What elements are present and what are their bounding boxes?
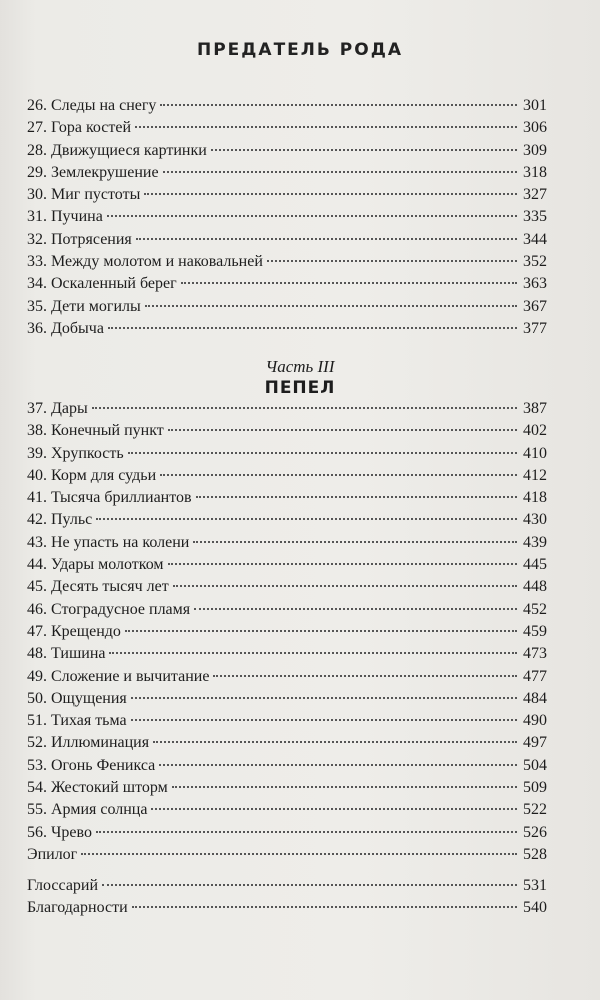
- toc-dot-leader: [92, 407, 517, 409]
- toc-entry-page-number: 477: [523, 667, 547, 685]
- toc-entry: [27, 95, 547, 117]
- toc-dot-leader: [125, 630, 517, 632]
- toc-dot-leader: [144, 193, 517, 195]
- toc-section-back-matter: [27, 875, 547, 920]
- toc-dot-leader: [128, 452, 517, 454]
- toc-dot-leader: [107, 215, 517, 217]
- toc-entry-page-number: 540: [523, 899, 547, 917]
- toc-entry: [27, 643, 547, 665]
- toc-dot-leader: [102, 884, 517, 886]
- toc-entry: [27, 666, 547, 688]
- toc-entry-title: 45. Десять тысяч лет: [27, 578, 169, 596]
- toc-entry-title: 44. Удары молотком: [27, 556, 164, 574]
- toc-entry-title: 56. Чрево: [27, 823, 92, 841]
- toc-entry: [27, 206, 547, 228]
- toc-entry-page-number: 439: [523, 533, 547, 551]
- toc-entry: [27, 465, 547, 487]
- toc-entry: [27, 688, 547, 710]
- toc-dot-leader: [168, 563, 517, 565]
- toc-entry: [27, 318, 547, 340]
- toc-dot-leader: [160, 474, 517, 476]
- toc-dot-leader: [131, 719, 517, 721]
- toc-entry-title: 52. Иллюминация: [27, 734, 150, 752]
- toc-dot-leader: [153, 741, 517, 743]
- running-title: ПРЕДАТЕЛЬ РОДА: [196, 40, 403, 60]
- toc-entry-title: 47. Крещендо: [27, 622, 121, 640]
- toc-entry-page-number: 410: [523, 444, 547, 462]
- toc-dot-leader: [159, 764, 517, 766]
- toc-entry-title: 39. Хрупкость: [27, 444, 124, 462]
- toc-entry: [27, 755, 547, 777]
- toc-entry: [27, 777, 547, 799]
- toc-dot-leader: [136, 238, 517, 240]
- toc-entry-title: 50. Ощущения: [27, 689, 127, 707]
- toc-dot-leader: [132, 906, 517, 908]
- toc-dot-leader: [131, 697, 517, 699]
- toc-dot-leader: [96, 831, 517, 833]
- toc-entry-page-number: 377: [523, 319, 547, 337]
- toc-entry: [27, 897, 547, 919]
- toc-entry-page-number: 367: [523, 297, 547, 315]
- toc-entry-page-number: 448: [523, 578, 547, 596]
- toc-dot-leader: [135, 126, 517, 128]
- toc-entry-title: 51. Тихая тьма: [27, 712, 127, 730]
- toc-entry-page-number: 327: [523, 186, 547, 204]
- toc-entry-title: Благодарности: [27, 899, 128, 917]
- toc-entry: [27, 117, 547, 139]
- toc-dot-leader: [173, 585, 517, 587]
- toc-entry: [27, 509, 547, 531]
- toc-entry: [27, 822, 547, 844]
- toc-dot-leader: [108, 327, 517, 329]
- toc-entry-page-number: 497: [523, 734, 547, 752]
- toc-dot-leader: [145, 305, 517, 307]
- toc-entry-title: 31. Пучина: [27, 208, 103, 226]
- toc-entry-page-number: 412: [523, 466, 547, 484]
- toc-entry-page-number: 430: [523, 511, 547, 529]
- toc-entry-title: 33. Между молотом и наковальней: [27, 253, 263, 271]
- toc-section-part3: [27, 398, 547, 866]
- toc-dot-leader: [267, 260, 517, 262]
- toc-entry: [27, 844, 547, 866]
- toc-entry-page-number: 445: [523, 556, 547, 574]
- toc-entry-page-number: 484: [523, 689, 547, 707]
- toc-dot-leader: [168, 429, 517, 431]
- toc-dot-leader: [151, 808, 517, 810]
- toc-dot-leader: [196, 496, 517, 498]
- toc-entry-page-number: 509: [523, 779, 547, 797]
- toc-entry: [27, 140, 547, 162]
- part-header: [0, 357, 600, 399]
- toc-entry-title: 55. Армия солнца: [27, 801, 148, 819]
- toc-entry: [27, 875, 547, 897]
- toc-entry-page-number: 504: [523, 756, 547, 774]
- toc-entry-title: 34. Оскаленный берег: [27, 275, 177, 293]
- toc-entry-title: 27. Гора костей: [27, 119, 132, 137]
- toc-entry-page-number: 528: [523, 845, 547, 863]
- toc-dot-leader: [109, 652, 517, 654]
- toc-dot-leader: [172, 786, 517, 788]
- toc-entry-title: 37. Дары: [27, 400, 88, 417]
- toc-section-part2: [27, 95, 547, 340]
- toc-dot-leader: [213, 675, 517, 677]
- toc-entry-title: 26. Следы на снегу: [27, 97, 157, 114]
- toc-entry: [27, 184, 547, 206]
- toc-entry-page-number: 452: [523, 600, 547, 618]
- toc-entry-page-number: 306: [523, 119, 547, 137]
- toc-entry-page-number: 418: [523, 489, 547, 507]
- toc-entry: [27, 273, 547, 295]
- toc-entry: [27, 296, 547, 318]
- toc-entry-title: 48. Тишина: [27, 645, 106, 663]
- toc-entry: [27, 420, 547, 442]
- toc-entry: [27, 621, 547, 643]
- toc-entry-page-number: 459: [523, 622, 547, 640]
- toc-dot-leader: [181, 282, 517, 284]
- toc-entry-title: 53. Огонь Феникса: [27, 756, 156, 774]
- toc-entry-page-number: 402: [523, 422, 547, 440]
- toc-entry-page-number: 335: [523, 208, 547, 226]
- toc-entry-title: 30. Миг пустоты: [27, 186, 141, 204]
- toc-entry-title: 49. Сложение и вычитание: [27, 667, 210, 685]
- toc-entry-title: 35. Дети могилы: [27, 297, 141, 315]
- toc-entry-title: 54. Жестокий шторм: [27, 779, 168, 797]
- toc-entry-page-number: 301: [523, 97, 547, 114]
- toc-entry-title: 46. Стоградусное пламя: [27, 600, 191, 618]
- toc-entry-page-number: 344: [523, 230, 547, 248]
- toc-entry: [27, 599, 547, 621]
- toc-entry-page-number: 531: [523, 877, 547, 894]
- toc-entry-title: 38. Конечный пункт: [27, 422, 164, 440]
- toc-entry: [27, 710, 547, 732]
- toc-entry: [27, 487, 547, 509]
- toc-entry-page-number: 522: [523, 801, 547, 819]
- toc-entry-page-number: 309: [523, 141, 547, 159]
- toc-dot-leader: [160, 104, 517, 106]
- toc-entry: [27, 251, 547, 273]
- toc-entry-page-number: 352: [523, 253, 547, 271]
- toc-entry-page-number: 363: [523, 275, 547, 293]
- toc-entry: [27, 162, 547, 184]
- toc-dot-leader: [96, 518, 517, 520]
- toc-dot-leader: [211, 149, 517, 151]
- toc-dot-leader: [193, 541, 517, 543]
- part-label: Часть III: [265, 357, 335, 376]
- part-title: ПЕПЕЛ: [264, 378, 336, 398]
- toc-dot-leader: [163, 171, 517, 173]
- toc-entry: [27, 576, 547, 598]
- toc-entry-title: 32. Потрясения: [27, 230, 132, 248]
- toc-entry: [27, 554, 547, 576]
- toc-entry-page-number: 473: [523, 645, 547, 663]
- toc-entry: [27, 732, 547, 754]
- toc-dot-leader: [194, 608, 517, 610]
- toc-entry-title: 28. Движущиеся картинки: [27, 141, 207, 159]
- toc-entry-page-number: 387: [523, 400, 547, 417]
- toc-entry: [27, 799, 547, 821]
- toc-entry: [27, 532, 547, 554]
- toc-entry-title: 41. Тысяча бриллиантов: [27, 489, 192, 507]
- toc-dot-leader: [81, 853, 517, 855]
- toc-entry-title: 40. Корм для судьи: [27, 466, 157, 484]
- toc-entry: [27, 229, 547, 251]
- toc-entry-page-number: 490: [523, 712, 547, 730]
- toc-entry-page-number: 526: [523, 823, 547, 841]
- toc-entry-title: 43. Не упасть на колени: [27, 533, 190, 551]
- toc-entry: [27, 443, 547, 465]
- toc-entry-title: Глоссарий: [27, 877, 99, 894]
- toc-entry-page-number: 318: [523, 163, 547, 181]
- toc-entry: [27, 398, 547, 420]
- toc-entry-title: 42. Пульс: [27, 511, 93, 529]
- toc-entry-title: 36. Добыча: [27, 319, 104, 337]
- toc-entry-title: 29. Землекрушение: [27, 163, 159, 181]
- toc-entry-title: Эпилог: [27, 845, 78, 863]
